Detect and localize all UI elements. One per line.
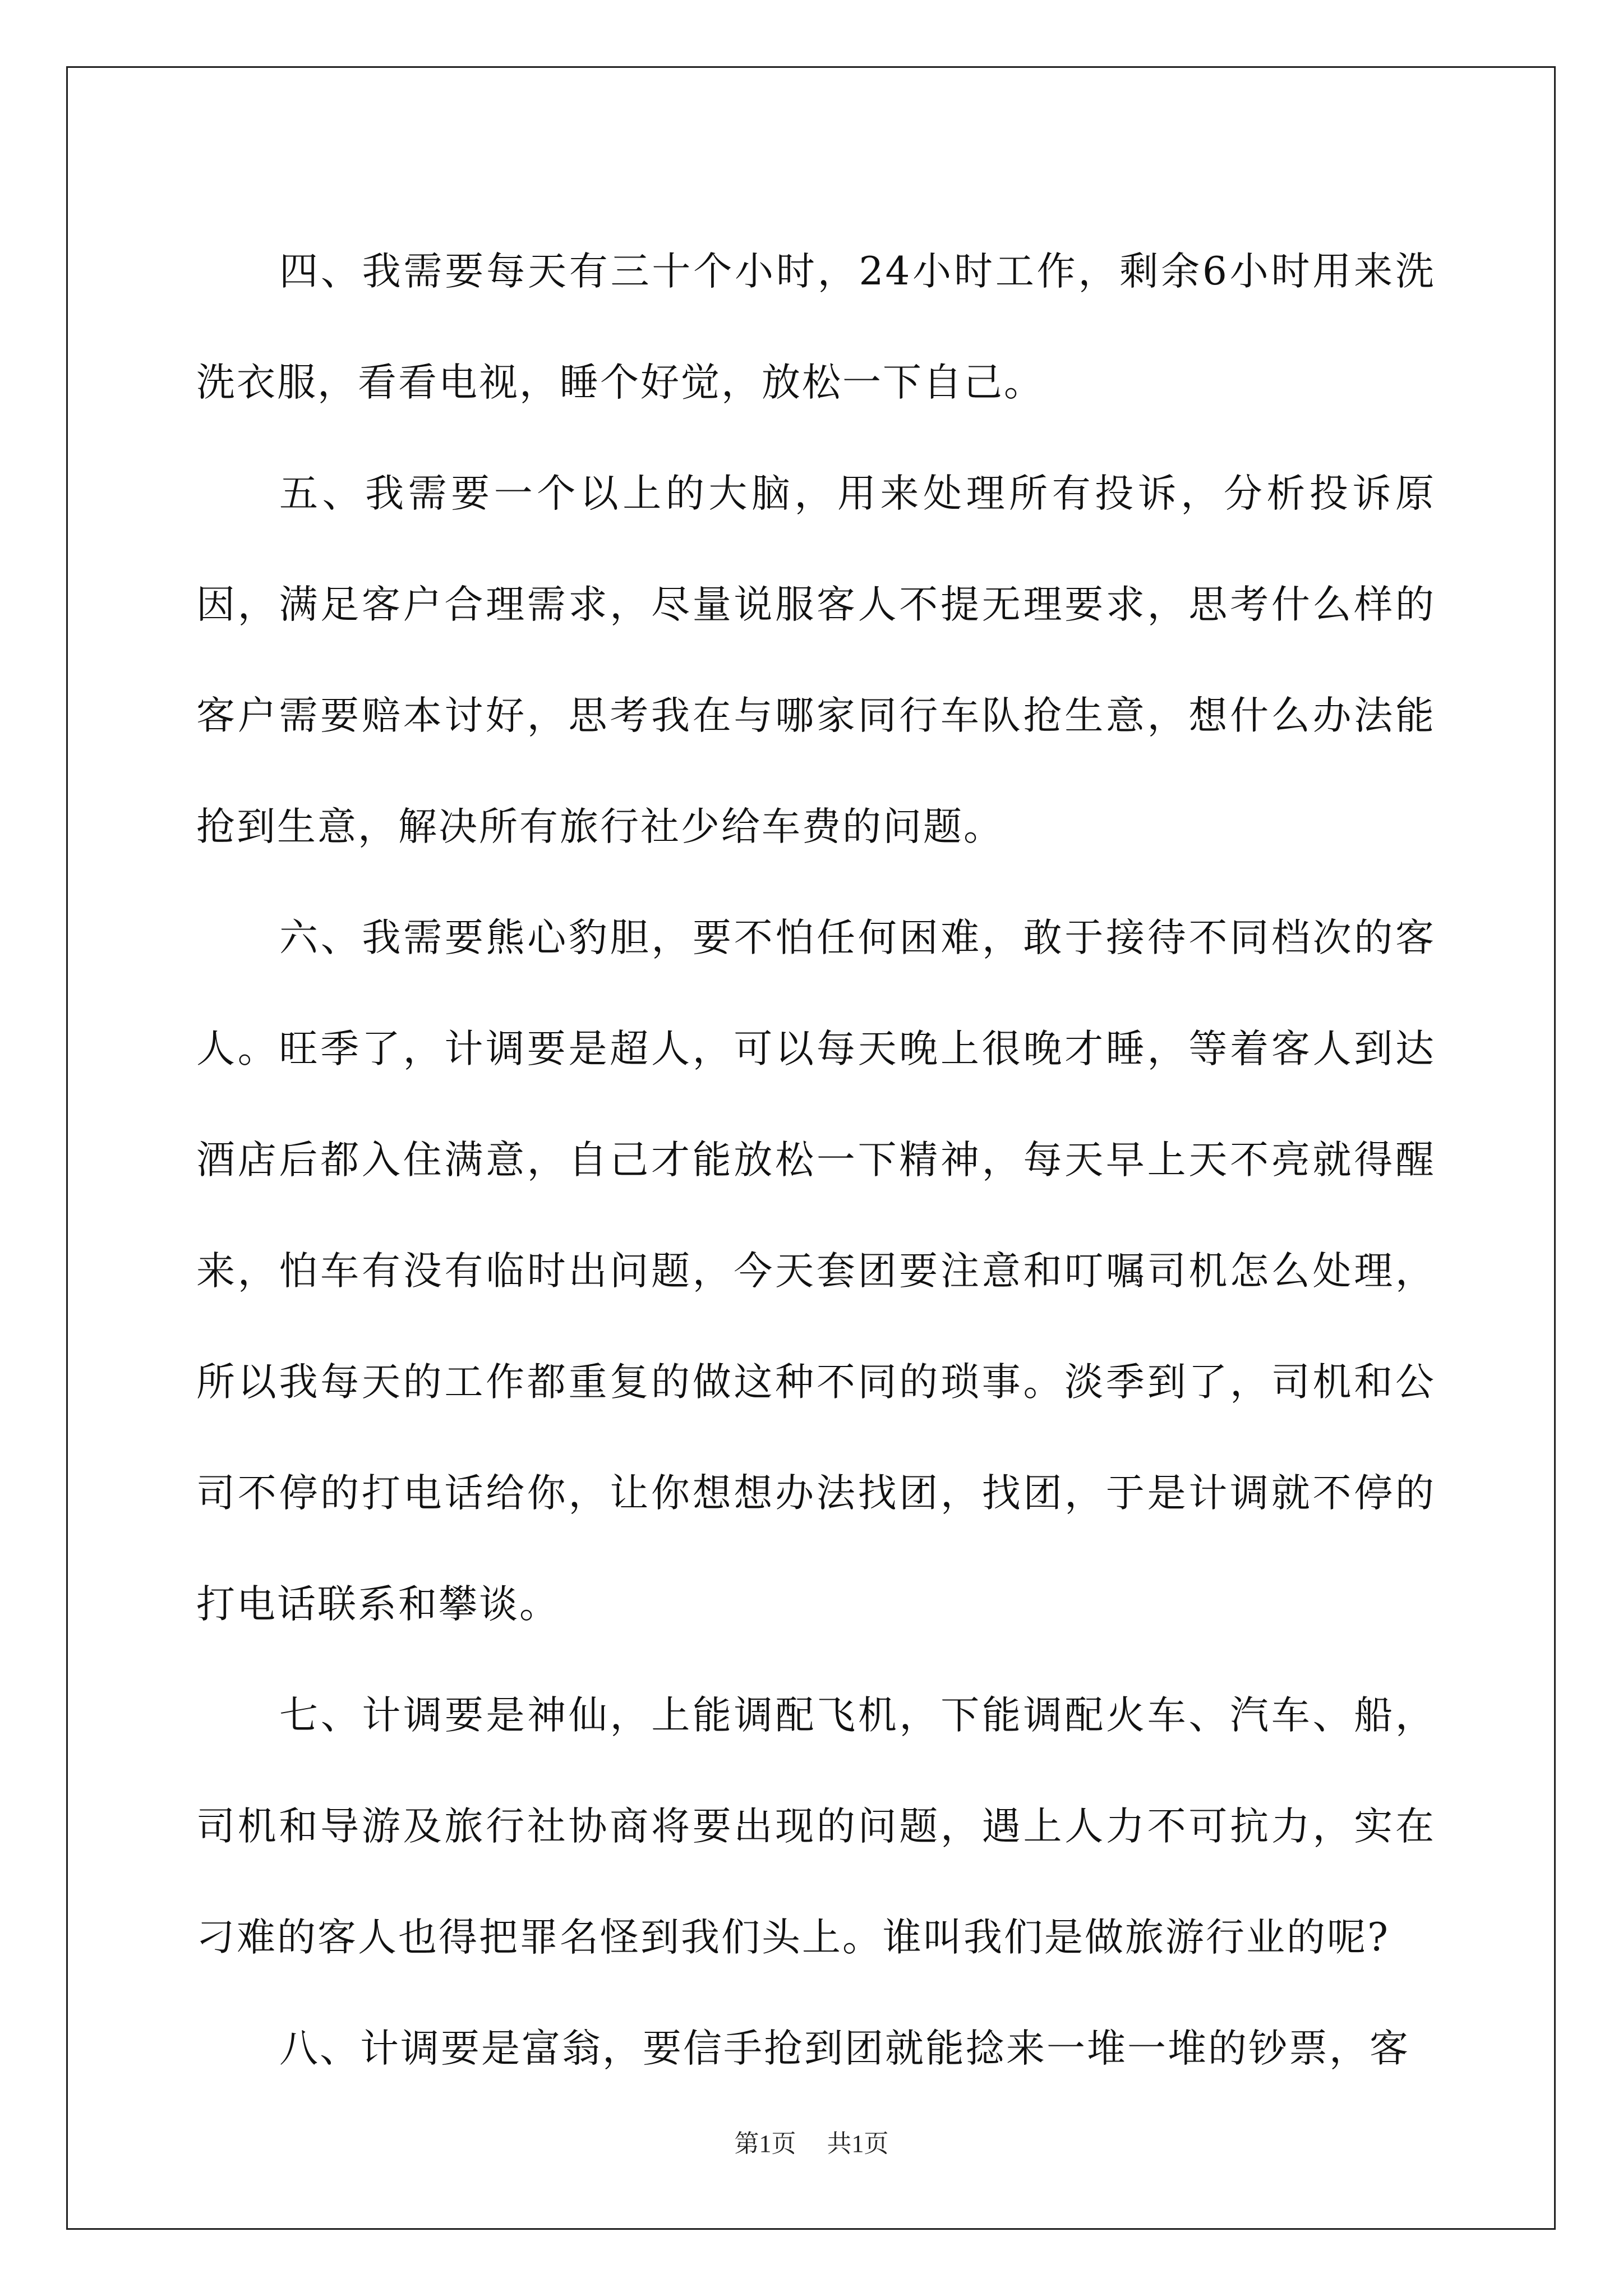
document-body <box>196 216 1436 2104</box>
paragraph: 四、我需要每天有三十个小时，24小时工作，剩余6小时用来洗洗衣服，看看电视，睡个好觉，放松一下自己。 <box>196 249 1436 405</box>
page-number: 第1页 <box>734 2130 796 2157</box>
paragraph: 七、计调要是神仙，上能调配飞机，下能调配火车、汽车、船，司机和导游及旅行社协商将要出现的问题，遇上人力不可抗力，实在刁难的客人也得把罪名怪到我们头上。谁叫我们是做旅游行业的呢? <box>196 1693 1436 1960</box>
page-footer <box>0 2123 1623 2159</box>
paragraph: 六、我需要熊心豹胆，要不怕任何困难，敢于接待不同档次的客人。旺季了，计调要是超人，可以每天晚上很晚才睡，等着客人到达酒店后都入住满意，自己才能放松一下精神，每天早上天不亮就得醒来，怕车有没有临时出问题，今天套团要注意和叮嘱司机怎么处理，所以我每天的工作都重复的做这种不同的琐事。淡季到了，司机和公司不停的打电话给你，让你想想办法找团，找团，于是计调就不停的打电话联系和攀谈。 <box>196 915 1436 1627</box>
paragraph: 五、我需要一个以上的大脑，用来处理所有投诉，分析投诉原因，满足客户合理需求，尽量说服客人不提无理要求，思考什么样的客户需要赔本讨好，思考我在与哪家同行车队抢生意，想什么办法能抢到生意，解决所有旅行社少给车费的问题。 <box>196 471 1436 849</box>
page-total: 共1页 <box>827 2130 889 2157</box>
paragraph: 八、计调要是富翁，要信手抢到团就能捻来一堆一堆的钞票，客 <box>279 2026 1410 2071</box>
